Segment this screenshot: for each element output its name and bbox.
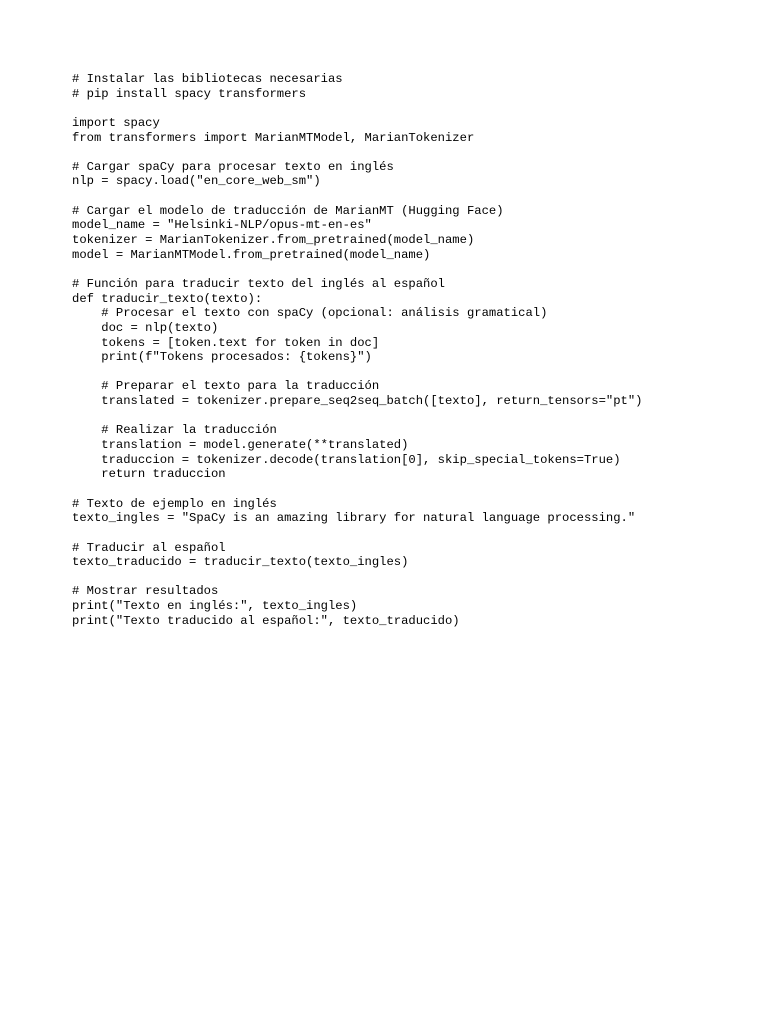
code-line: from transformers import MarianMTModel, MarianTokenizer (72, 130, 475, 145)
code-line: # pip install spacy transformers (72, 86, 307, 101)
code-line (72, 262, 642, 277)
code-line: texto_traducido = traducir_texto(texto_ingles) (72, 555, 409, 570)
code-line: # Realizar la traducción (72, 423, 277, 438)
code-line (72, 570, 642, 585)
code-line: model = MarianMTModel.from_pretrained(model_name) (72, 247, 431, 262)
code-line: doc = nlp(texto) (72, 320, 219, 335)
code-line (72, 145, 642, 160)
code-line (72, 409, 642, 424)
code-line: import spacy (72, 115, 160, 130)
code-line: print("Texto traducido al español:", texto_traducido) (72, 613, 460, 628)
code-line: traduccion = tokenizer.decode(translation[0], skip_special_tokens=True) (72, 452, 621, 467)
code-line (72, 365, 642, 380)
code-line: def traducir_texto(texto): (72, 291, 263, 306)
code-line: # Cargar spaCy para procesar texto en inglés (72, 159, 394, 174)
code-line: # Cargar el modelo de traducción de MarianMT (Hugging Face) (72, 203, 504, 218)
code-line: # Mostrar resultados (72, 584, 219, 599)
code-line: # Texto de ejemplo en inglés (72, 496, 277, 511)
code-line (72, 526, 642, 541)
code-line: # Traducir al español (72, 540, 226, 555)
code-line: tokens = [token.text for token in doc] (72, 335, 380, 350)
code-line: return traduccion (72, 467, 226, 482)
code-line: nlp = spacy.load("en_core_web_sm") (72, 174, 321, 189)
code-line: texto_ingles = "SpaCy is an amazing library for natural language processing." (72, 511, 636, 526)
code-line (72, 482, 642, 497)
code-line: tokenizer = MarianTokenizer.from_pretrained(model_name) (72, 233, 475, 248)
code-line (72, 101, 642, 116)
code-line: # Función para traducir texto del inglés al español (72, 276, 445, 291)
code-line: print("Texto en inglés:", texto_ingles) (72, 599, 358, 614)
code-line: model_name = "Helsinki-NLP/opus-mt-en-es" (72, 218, 372, 233)
code-line: print(f"Tokens procesados: {tokens}") (72, 350, 372, 365)
code-line: # Preparar el texto para la traducción (72, 379, 380, 394)
code-line: translated = tokenizer.prepare_seq2seq_batch([texto], return_tensors="pt") (72, 394, 643, 409)
code-line: # Instalar las bibliotecas necesarias (72, 72, 343, 86)
code-line: translation = model.generate(**translated) (72, 438, 409, 453)
code-line (72, 189, 642, 204)
code-block (72, 72, 642, 628)
code-line: # Procesar el texto con spaCy (opcional: análisis gramatical) (72, 306, 548, 321)
